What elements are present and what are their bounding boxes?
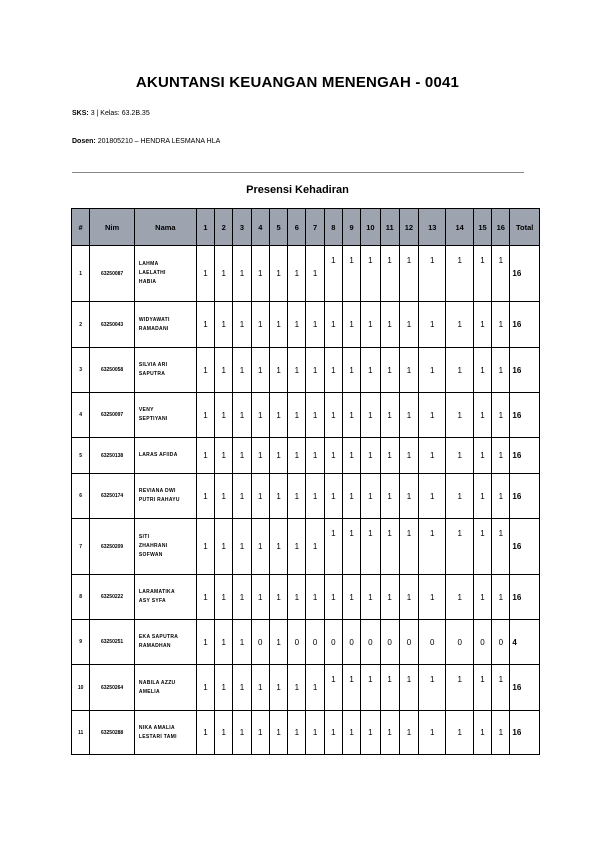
attendance-cell: 1 — [233, 665, 251, 711]
attendance-cell: 0 — [473, 620, 491, 665]
attendance-cell: 0 — [446, 620, 473, 665]
attendance-cell: 1 — [196, 711, 214, 755]
attendance-cell: 1 — [380, 519, 399, 575]
student-nim: 63250251 — [90, 620, 135, 665]
attendance-cell: 1 — [215, 348, 233, 393]
attendance-cell: 1 — [324, 665, 342, 711]
attendance-cell: 1 — [399, 665, 418, 711]
attendance-cell: 1 — [446, 393, 473, 438]
column-header: 10 — [361, 209, 380, 246]
attendance-cell: 1 — [324, 302, 342, 348]
attendance-cell: 1 — [233, 711, 251, 755]
attendance-cell: 1 — [251, 438, 269, 474]
attendance-total: 16 — [510, 246, 540, 302]
table-row — [72, 665, 540, 711]
attendance-cell: 1 — [473, 438, 491, 474]
attendance-cell: 1 — [380, 665, 399, 711]
attendance-total: 16 — [510, 302, 540, 348]
student-nim: 63250087 — [90, 246, 135, 302]
attendance-cell: 1 — [446, 711, 473, 755]
attendance-cell: 0 — [324, 620, 342, 665]
attendance-cell: 1 — [233, 348, 251, 393]
attendance-cell: 1 — [361, 246, 380, 302]
attendance-cell: 1 — [306, 665, 324, 711]
attendance-cell: 1 — [419, 519, 446, 575]
attendance-cell: 1 — [492, 348, 510, 393]
attendance-cell: 1 — [306, 519, 324, 575]
attendance-cell: 1 — [399, 348, 418, 393]
attendance-cell: 1 — [492, 246, 510, 302]
student-name-line: LAHMA — [138, 261, 159, 267]
student-nim: 63250288 — [90, 711, 135, 755]
attendance-cell: 1 — [251, 348, 269, 393]
attendance-cell: 1 — [419, 348, 446, 393]
row-number: 10 — [72, 665, 90, 711]
student-name — [134, 246, 196, 302]
column-header: 15 — [473, 209, 491, 246]
section-title: Presensi Kehadiran — [246, 184, 349, 196]
attendance-cell: 1 — [196, 474, 214, 519]
attendance-cell: 1 — [306, 575, 324, 620]
attendance-cell: 1 — [361, 393, 380, 438]
attendance-cell: 1 — [288, 246, 306, 302]
attendance-cell: 1 — [196, 575, 214, 620]
attendance-cell: 1 — [288, 519, 306, 575]
attendance-cell: 1 — [380, 302, 399, 348]
attendance-total: 16 — [510, 711, 540, 755]
attendance-cell: 1 — [215, 438, 233, 474]
attendance-cell: 1 — [269, 519, 287, 575]
row-number: 3 — [72, 348, 90, 393]
attendance-cell: 1 — [215, 620, 233, 665]
course-info — [72, 110, 150, 117]
column-header: 4 — [251, 209, 269, 246]
attendance-cell: 1 — [288, 393, 306, 438]
attendance-cell: 1 — [492, 665, 510, 711]
attendance-cell: 1 — [269, 438, 287, 474]
student-name-line: ASY SYFA — [138, 598, 166, 604]
table-row — [72, 620, 540, 665]
student-name-line: RAMADHAN — [138, 643, 171, 649]
student-name-line: WIDYAWATI — [138, 316, 170, 323]
attendance-cell: 1 — [492, 711, 510, 755]
attendance-total: 16 — [510, 575, 540, 620]
attendance-cell: 1 — [288, 348, 306, 393]
lecturer-info — [72, 138, 220, 145]
student-name-line: SILVIA ARI — [138, 362, 168, 368]
attendance-cell: 1 — [361, 665, 380, 711]
attendance-cell: 1 — [473, 393, 491, 438]
attendance-cell: 1 — [215, 246, 233, 302]
attendance-cell: 1 — [215, 575, 233, 620]
attendance-cell: 1 — [215, 519, 233, 575]
attendance-total: 16 — [510, 665, 540, 711]
attendance-cell: 1 — [342, 711, 360, 755]
attendance-cell: 1 — [419, 302, 446, 348]
attendance-cell: 1 — [342, 302, 360, 348]
attendance-cell: 1 — [342, 575, 360, 620]
student-name — [134, 302, 196, 348]
attendance-cell: 1 — [324, 474, 342, 519]
attendance-cell: 1 — [380, 474, 399, 519]
attendance-cell: 1 — [492, 575, 510, 620]
student-name-line: SEPTIYANI — [138, 416, 168, 422]
attendance-cell: 1 — [324, 711, 342, 755]
attendance-cell: 1 — [324, 519, 342, 575]
attendance-cell: 0 — [342, 620, 360, 665]
attendance-cell: 1 — [446, 575, 473, 620]
attendance-cell: 1 — [324, 246, 342, 302]
student-nim: 63250264 — [90, 665, 135, 711]
attendance-cell: 0 — [361, 620, 380, 665]
attendance-cell: 1 — [269, 393, 287, 438]
attendance-cell: 1 — [446, 438, 473, 474]
attendance-cell: 1 — [306, 438, 324, 474]
student-name — [134, 474, 196, 519]
student-name-line: RAMADANI — [138, 325, 169, 332]
attendance-cell: 1 — [324, 575, 342, 620]
student-nim: 63250174 — [90, 474, 135, 519]
attendance-cell: 1 — [215, 711, 233, 755]
table-row — [72, 575, 540, 620]
attendance-cell: 1 — [419, 438, 446, 474]
column-header: 7 — [306, 209, 324, 246]
attendance-cell: 1 — [399, 575, 418, 620]
attendance-cell: 1 — [361, 474, 380, 519]
attendance-cell: 1 — [399, 474, 418, 519]
attendance-cell: 1 — [446, 519, 473, 575]
attendance-cell: 1 — [342, 393, 360, 438]
row-number: 7 — [72, 519, 90, 575]
attendance-cell: 0 — [288, 620, 306, 665]
table-row — [72, 246, 540, 302]
column-header: 13 — [419, 209, 446, 246]
student-nim: 63250222 — [90, 575, 135, 620]
attendance-cell: 1 — [492, 393, 510, 438]
attendance-cell: 0 — [492, 620, 510, 665]
column-header: 11 — [380, 209, 399, 246]
row-number: 1 — [72, 246, 90, 302]
attendance-cell: 1 — [215, 393, 233, 438]
column-header: 9 — [342, 209, 360, 246]
student-name — [134, 665, 196, 711]
attendance-cell: 1 — [269, 246, 287, 302]
column-header: 1 — [196, 209, 214, 246]
attendance-cell: 1 — [269, 620, 287, 665]
student-name-line: LAELATHI — [138, 270, 166, 276]
column-header: Nim — [90, 209, 135, 246]
attendance-cell: 1 — [324, 438, 342, 474]
row-number: 2 — [72, 302, 90, 348]
attendance-cell: 1 — [251, 711, 269, 755]
attendance-cell: 1 — [473, 665, 491, 711]
attendance-cell: 1 — [215, 474, 233, 519]
student-nim: 63250097 — [90, 393, 135, 438]
student-nim: 63250209 — [90, 519, 135, 575]
attendance-cell: 1 — [380, 246, 399, 302]
sks-label: SKS: — [72, 110, 89, 117]
attendance-cell: 1 — [380, 348, 399, 393]
attendance-cell: 1 — [342, 665, 360, 711]
student-name-line: EKA SAPUTRA — [138, 634, 179, 640]
attendance-cell: 1 — [492, 438, 510, 474]
attendance-total: 4 — [510, 620, 540, 665]
attendance-cell: 1 — [342, 246, 360, 302]
student-name — [134, 393, 196, 438]
attendance-cell: 1 — [196, 438, 214, 474]
student-name-line: SITI — [138, 534, 150, 540]
column-header: 5 — [269, 209, 287, 246]
attendance-cell: 0 — [251, 620, 269, 665]
attendance-cell: 1 — [492, 302, 510, 348]
attendance-cell: 0 — [380, 620, 399, 665]
column-header: 16 — [492, 209, 510, 246]
table-row — [72, 302, 540, 348]
attendance-cell: 1 — [233, 575, 251, 620]
attendance-cell: 1 — [251, 665, 269, 711]
table-row — [72, 519, 540, 575]
attendance-cell: 1 — [196, 620, 214, 665]
attendance-cell: 1 — [380, 711, 399, 755]
attendance-cell: 1 — [233, 246, 251, 302]
student-name — [134, 519, 196, 575]
attendance-cell: 1 — [399, 302, 418, 348]
attendance-cell: 1 — [419, 246, 446, 302]
attendance-cell: 1 — [215, 665, 233, 711]
attendance-cell: 1 — [288, 438, 306, 474]
attendance-cell: 1 — [342, 519, 360, 575]
row-number: 11 — [72, 711, 90, 755]
attendance-cell: 1 — [399, 246, 418, 302]
attendance-cell: 1 — [196, 302, 214, 348]
attendance-cell: 1 — [269, 575, 287, 620]
row-number: 9 — [72, 620, 90, 665]
attendance-cell: 1 — [399, 519, 418, 575]
attendance-cell: 1 — [288, 665, 306, 711]
attendance-cell: 1 — [306, 711, 324, 755]
attendance-cell: 1 — [446, 474, 473, 519]
attendance-cell: 1 — [419, 575, 446, 620]
table-row — [72, 393, 540, 438]
student-name-line: LARAMATIKA — [138, 589, 175, 595]
attendance-cell: 1 — [446, 246, 473, 302]
attendance-cell: 1 — [251, 519, 269, 575]
attendance-cell: 1 — [419, 711, 446, 755]
student-name — [134, 348, 196, 393]
attendance-cell: 1 — [380, 575, 399, 620]
attendance-cell: 1 — [342, 348, 360, 393]
attendance-cell: 1 — [419, 665, 446, 711]
column-header: 6 — [288, 209, 306, 246]
attendance-cell: 1 — [361, 438, 380, 474]
attendance-cell: 1 — [233, 474, 251, 519]
attendance-cell: 1 — [233, 620, 251, 665]
attendance-cell: 0 — [399, 620, 418, 665]
attendance-cell: 1 — [399, 438, 418, 474]
attendance-cell: 1 — [473, 348, 491, 393]
attendance-cell: 1 — [269, 665, 287, 711]
attendance-cell: 1 — [269, 711, 287, 755]
attendance-cell: 1 — [306, 474, 324, 519]
attendance-total: 16 — [510, 393, 540, 438]
table-body — [72, 246, 540, 755]
student-name — [134, 711, 196, 755]
attendance-cell: 1 — [361, 302, 380, 348]
dosen-value: 201805210 – HENDRA LESMANA HLA — [97, 138, 221, 145]
attendance-cell: 1 — [361, 519, 380, 575]
attendance-cell: 1 — [288, 302, 306, 348]
column-header: # — [72, 209, 90, 246]
column-header: 8 — [324, 209, 342, 246]
table-header-row — [72, 209, 540, 246]
attendance-cell: 1 — [473, 519, 491, 575]
attendance-cell: 1 — [306, 393, 324, 438]
student-name-line: LARAS AFIIDA — [138, 452, 178, 458]
attendance-cell: 1 — [288, 474, 306, 519]
student-nim: 63250058 — [90, 348, 135, 393]
attendance-cell: 1 — [251, 474, 269, 519]
attendance-cell: 1 — [288, 711, 306, 755]
student-name — [134, 575, 196, 620]
attendance-cell: 1 — [251, 393, 269, 438]
attendance-cell: 1 — [473, 474, 491, 519]
column-header: 12 — [399, 209, 418, 246]
attendance-cell: 1 — [306, 246, 324, 302]
student-name-line: NIKA AMALIA — [138, 724, 175, 731]
column-header: Nama — [134, 209, 196, 246]
attendance-cell: 1 — [233, 519, 251, 575]
column-header: 2 — [215, 209, 233, 246]
student-name-line: NABILA AZZU — [138, 679, 176, 686]
attendance-cell: 1 — [399, 393, 418, 438]
attendance-cell: 1 — [473, 575, 491, 620]
attendance-cell: 1 — [196, 393, 214, 438]
student-name — [134, 438, 196, 474]
row-number: 4 — [72, 393, 90, 438]
attendance-cell: 1 — [380, 438, 399, 474]
student-name-line: HABIA — [138, 279, 157, 285]
attendance-cell: 1 — [251, 302, 269, 348]
student-name — [134, 620, 196, 665]
divider — [72, 172, 524, 173]
attendance-cell: 1 — [419, 474, 446, 519]
attendance-cell: 1 — [473, 302, 491, 348]
attendance-cell: 1 — [492, 519, 510, 575]
attendance-cell: 1 — [473, 711, 491, 755]
attendance-cell: 1 — [233, 393, 251, 438]
attendance-cell: 1 — [446, 665, 473, 711]
attendance-total: 16 — [510, 348, 540, 393]
student-name-line: REVIANA DWI — [138, 488, 176, 494]
attendance-cell: 1 — [306, 348, 324, 393]
attendance-table — [71, 208, 540, 755]
attendance-cell: 1 — [361, 711, 380, 755]
attendance-cell: 1 — [446, 302, 473, 348]
attendance-cell: 1 — [233, 438, 251, 474]
student-name-line: ZHAHRANI — [138, 543, 168, 549]
attendance-cell: 1 — [269, 474, 287, 519]
attendance-cell: 0 — [306, 620, 324, 665]
attendance-cell: 1 — [215, 302, 233, 348]
attendance-cell: 1 — [251, 575, 269, 620]
column-header: Total — [510, 209, 540, 246]
student-name-line: AMELIA — [138, 688, 160, 695]
attendance-cell: 1 — [342, 438, 360, 474]
attendance-cell: 1 — [380, 393, 399, 438]
attendance-cell: 1 — [419, 393, 446, 438]
table-row — [72, 711, 540, 755]
table-row — [72, 438, 540, 474]
table-row — [72, 474, 540, 519]
attendance-cell: 1 — [342, 474, 360, 519]
attendance-cell: 1 — [306, 302, 324, 348]
student-name-line: SOFWAN — [138, 552, 163, 558]
attendance-cell: 1 — [361, 348, 380, 393]
attendance-cell: 1 — [288, 575, 306, 620]
attendance-cell: 1 — [233, 302, 251, 348]
attendance-cell: 1 — [269, 348, 287, 393]
attendance-cell: 1 — [269, 302, 287, 348]
row-number: 5 — [72, 438, 90, 474]
attendance-cell: 0 — [419, 620, 446, 665]
attendance-cell: 1 — [492, 474, 510, 519]
student-nim: 63250138 — [90, 438, 135, 474]
attendance-cell: 1 — [324, 348, 342, 393]
student-name-line: PUTRI RAHAYU — [138, 497, 180, 503]
attendance-cell: 1 — [196, 519, 214, 575]
attendance-cell: 1 — [399, 711, 418, 755]
sks-value: 3 | Kelas: 63.2B.35 — [90, 110, 150, 117]
student-name-line: SAPUTRA — [138, 371, 166, 377]
attendance-cell: 1 — [324, 393, 342, 438]
attendance-cell: 1 — [361, 575, 380, 620]
attendance-cell: 1 — [251, 246, 269, 302]
student-nim: 63250043 — [90, 302, 135, 348]
student-name-line: VENY — [138, 407, 154, 413]
attendance-total: 16 — [510, 474, 540, 519]
attendance-cell: 1 — [196, 665, 214, 711]
column-header: 3 — [233, 209, 251, 246]
row-number: 8 — [72, 575, 90, 620]
attendance-cell: 1 — [196, 348, 214, 393]
student-name-line: LESTARI TAMI — [138, 733, 177, 740]
attendance-cell: 1 — [446, 348, 473, 393]
column-header: 14 — [446, 209, 473, 246]
attendance-cell: 1 — [196, 246, 214, 302]
dosen-label: Dosen: — [72, 138, 96, 145]
attendance-cell: 1 — [473, 246, 491, 302]
document-title: AKUNTANSI KEUANGAN MENENGAH - 0041 — [135, 74, 460, 91]
row-number: 6 — [72, 474, 90, 519]
table-row — [72, 348, 540, 393]
attendance-total: 16 — [510, 438, 540, 474]
attendance-total: 16 — [510, 519, 540, 575]
